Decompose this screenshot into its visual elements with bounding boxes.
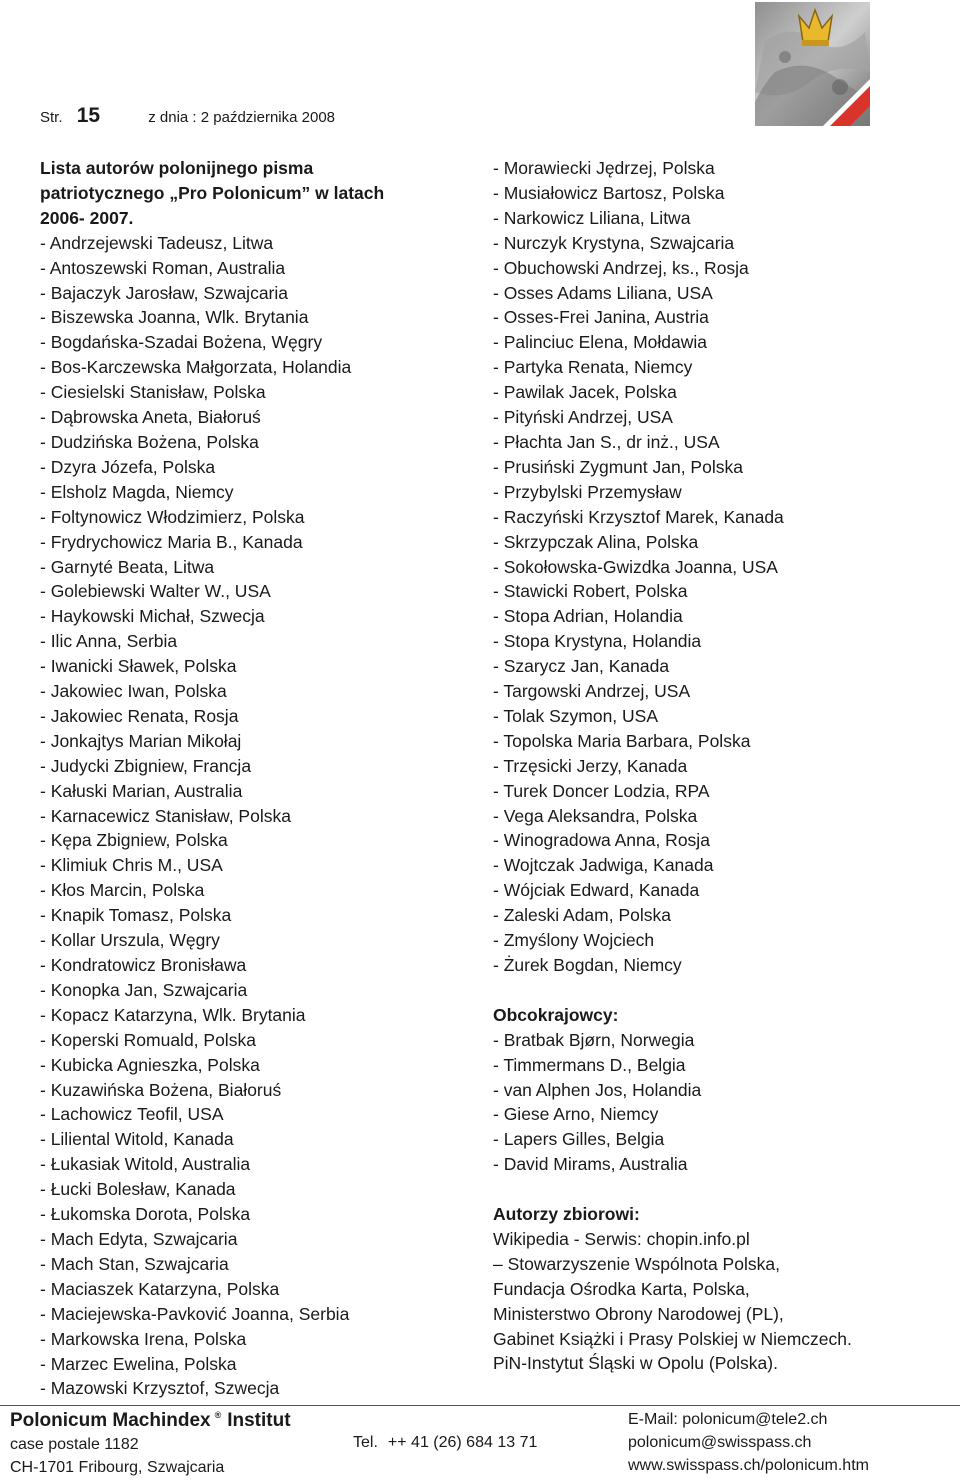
author-item: - Osses Adams Liliana, USA [493, 282, 713, 303]
author-item: - Topolska Maria Barbara, Polska [493, 730, 751, 751]
author-item: - Trzęsicki Jerzy, Kanada [493, 755, 688, 776]
author-item: - Łucki Bolesław, Kanada [40, 1179, 236, 1200]
authors-column-right [493, 156, 933, 1376]
author-item: - Judycki Zbigniew, Francja [40, 755, 252, 776]
author-item: - Kuzawińska Bożena, Białoruś [40, 1079, 282, 1100]
author-item: - Palinciuc Elena, Mołdawia [493, 332, 707, 353]
collective-author-line: – Stowarzyszenie Wspólnota Polska, [493, 1253, 780, 1274]
author-item: - Osses-Frei Janina, Austria [493, 307, 709, 328]
foreign-author-item: - van Alphen Jos, Holandia [493, 1079, 702, 1100]
footer-institute-name [10, 1410, 291, 1432]
footer-telephone [353, 1434, 537, 1452]
author-item: - Kollar Urszula, Węgry [40, 930, 220, 951]
institute-name-part: Polonicum Machindex [10, 1410, 211, 1431]
author-item: - Narkowicz Liliana, Litwa [493, 207, 691, 228]
author-item: - Haykowski Michał, Szwecja [40, 606, 265, 627]
author-item: - Żurek Bogdan, Niemcy [493, 955, 682, 975]
author-item: - Golebiewski Walter W., USA [40, 581, 271, 602]
author-item: - Musiałowicz Bartosz, Polska [493, 182, 725, 203]
author-item: - Koperski Romuald, Polska [40, 1029, 256, 1050]
author-item: - Obuchowski Andrzej, ks., Rosja [493, 257, 749, 278]
footer-email-1[interactable]: E-Mail: polonicum@tele2.ch [628, 1411, 828, 1428]
author-item: - Skrzypczak Alina, Polska [493, 531, 699, 552]
author-item: - Mazowski Krzysztof, Szwecja [40, 1378, 280, 1399]
authors-list-left [40, 231, 470, 1402]
author-item: - Płachta Jan S., dr inż., USA [493, 431, 720, 452]
author-item: - Stawicki Robert, Polska [493, 581, 688, 602]
collective-authors-heading: Autorzy zbiorowi: [493, 1204, 640, 1225]
author-item: - Kubicka Agnieszka, Polska [40, 1054, 260, 1075]
author-item: - Liliental Witold, Kanada [40, 1129, 234, 1150]
author-item: - Zaleski Adam, Polska [493, 905, 671, 926]
author-item: - Vega Aleksandra, Polska [493, 805, 698, 826]
author-item: - Jakowiec Renata, Rosja [40, 705, 239, 726]
author-item: - Kondratowicz Bronisława [40, 955, 247, 975]
author-item: - Biszewska Joanna, Wlk. Brytania [40, 307, 309, 328]
author-item: - Kępa Zbigniew, Polska [40, 830, 228, 851]
author-item: - Mach Edyta, Szwajcaria [40, 1228, 238, 1249]
author-item: - Ilic Anna, Serbia [40, 631, 178, 652]
author-item: - Bajaczyk Jarosław, Szwajcaria [40, 282, 288, 303]
registered-mark: ® [214, 1410, 222, 1420]
issue-date: z dnia : 2 października 2008 [148, 109, 336, 126]
author-item: - Winogradowa Anna, Rosja [493, 830, 710, 851]
author-item: - Ciesielski Stanisław, Polska [40, 382, 266, 403]
author-item: - Bos-Karczewska Małgorzata, Holandia [40, 357, 352, 378]
tel-label: Tel. [353, 1434, 378, 1451]
foreign-author-item: - Bratbak Bjørn, Norwegia [493, 1029, 695, 1050]
author-item: - Konopka Jan, Szwajcaria [40, 979, 248, 1000]
author-item: - Partyka Renata, Niemcy [493, 357, 693, 378]
author-item: - Łukomska Dorota, Polska [40, 1204, 251, 1225]
author-item: - Karnacewicz Stanisław, Polska [40, 805, 291, 826]
author-item: - Wójciak Edward, Kanada [493, 880, 700, 901]
authors-list-right [493, 156, 933, 978]
author-item: - Elsholz Magda, Niemcy [40, 481, 234, 502]
author-item: - Targowski Andrzej, USA [493, 681, 691, 702]
list-title-line: patriotycznego „Pro Polonicum” w latach [40, 182, 385, 203]
collective-author-line: Ministerstwo Obrony Narodowej (PL), [493, 1303, 784, 1324]
author-item: - Stopa Adrian, Holandia [493, 606, 683, 627]
author-item: - Marzec Ewelina, Polska [40, 1353, 237, 1374]
collective-author-line: Wikipedia - Serwis: chopin.info.pl [493, 1228, 750, 1249]
author-item: - Szarycz Jan, Kanada [493, 656, 670, 677]
collective-authors-list [493, 1227, 933, 1376]
author-item: - Dzyra Józefa, Polska [40, 456, 216, 477]
author-item: - Mach Stan, Szwajcaria [40, 1253, 229, 1274]
author-item: - Andrzejewski Tadeusz, Litwa [40, 232, 274, 253]
list-title-line: Lista autorów polonijnego pisma [40, 158, 314, 178]
author-item: - Kłos Marcin, Polska [40, 880, 205, 901]
author-item: - Zmyślony Wojciech [493, 930, 655, 951]
list-title-line: 2006- 2007. [40, 207, 134, 228]
author-item: - Frydrychowicz Maria B., Kanada [40, 531, 303, 552]
author-item: - Turek Doncer Lodzia, RPA [493, 780, 710, 801]
author-item: - Kopacz Katarzyna, Wlk. Brytania [40, 1004, 306, 1025]
author-item: - Foltynowicz Włodzimierz, Polska [40, 506, 305, 527]
collective-author-line: PiN-Instytut Śląski w Opolu (Polska). [493, 1353, 778, 1374]
author-item: - Bogdańska-Szadai Bożena, Węgry [40, 332, 323, 353]
authors-column-left [40, 156, 470, 1401]
institute-name-part: Institut [227, 1410, 291, 1431]
author-item: - Pityński Andrzej, USA [493, 407, 673, 428]
author-item: - Kałuski Marian, Australia [40, 780, 243, 801]
footer-divider [0, 1405, 960, 1406]
author-item: - Dudzińska Bożena, Polska [40, 431, 259, 452]
author-item: - Iwanicki Sławek, Polska [40, 656, 237, 677]
author-item: - Wojtczak Jadwiga, Kanada [493, 855, 714, 876]
author-item: - Knapik Tomasz, Polska [40, 905, 232, 926]
section-spacer [493, 1177, 933, 1202]
footer-email-2[interactable]: polonicum@swisspass.ch [628, 1434, 812, 1451]
author-item: - Tolak Szymon, USA [493, 705, 659, 726]
author-item: - Nurczyk Krystyna, Szwajcaria [493, 232, 735, 253]
author-item: - Pawilak Jacek, Polska [493, 382, 677, 403]
author-item: - Jakowiec Iwan, Polska [40, 681, 227, 702]
author-item: - Lachowicz Teofil, USA [40, 1104, 224, 1125]
footer-address-postbox: case postale 1182 [10, 1436, 139, 1453]
collective-author-line: Gabinet Książki i Prasy Polskiej w Niemczech. [493, 1328, 852, 1349]
section-spacer [493, 978, 933, 1003]
foreign-author-item: - David Mirams, Australia [493, 1154, 688, 1175]
crown-eagle-logo [755, 2, 870, 126]
author-item: - Stopa Krystyna, Holandia [493, 631, 702, 652]
author-item: - Łukasiak Witold, Australia [40, 1154, 251, 1175]
foreign-author-item: - Giese Arno, Niemcy [493, 1104, 659, 1125]
author-item: - Markowska Irena, Polska [40, 1328, 247, 1349]
page-label: Str. [40, 109, 63, 126]
author-item: - Morawiecki Jędrzej, Polska [493, 158, 715, 178]
author-item: - Antoszewski Roman, Australia [40, 257, 286, 278]
author-item: - Maciejewska-Pavković Joanna, Serbia [40, 1303, 350, 1324]
author-item: - Garnyté Beata, Litwa [40, 556, 215, 577]
author-item: - Raczyński Krzysztof Marek, Kanada [493, 506, 784, 527]
author-item: - Prusiński Zygmunt Jan, Polska [493, 456, 743, 477]
foreign-authors-heading: Obcokrajowcy: [493, 1004, 619, 1025]
author-item: - Maciaszek Katarzyna, Polska [40, 1278, 280, 1299]
page-header [40, 104, 335, 128]
collective-author-line: Fundacja Ośrodka Karta, Polska, [493, 1278, 750, 1299]
foreign-author-item: - Timmermans D., Belgia [493, 1054, 686, 1075]
footer-website-link[interactable]: www.swisspass.ch/polonicum.htm [628, 1457, 869, 1474]
page-number: 15 [76, 104, 101, 127]
foreign-authors-list [493, 1028, 933, 1177]
author-item: - Dąbrowska Aneta, Białoruś [40, 407, 261, 428]
author-item: - Klimiuk Chris M., USA [40, 855, 223, 876]
author-item: - Jonkajtys Marian Mikołaj [40, 730, 242, 751]
tel-number: ++ 41 (26) 684 13 71 [387, 1434, 538, 1451]
foreign-author-item: - Lapers Gilles, Belgia [493, 1129, 665, 1150]
footer-address-city: CH-1701 Fribourg, Szwajcaria [10, 1459, 225, 1476]
author-item: - Przybylski Przemysław [493, 481, 682, 502]
author-item: - Sokołowska-Gwizdka Joanna, USA [493, 556, 778, 577]
